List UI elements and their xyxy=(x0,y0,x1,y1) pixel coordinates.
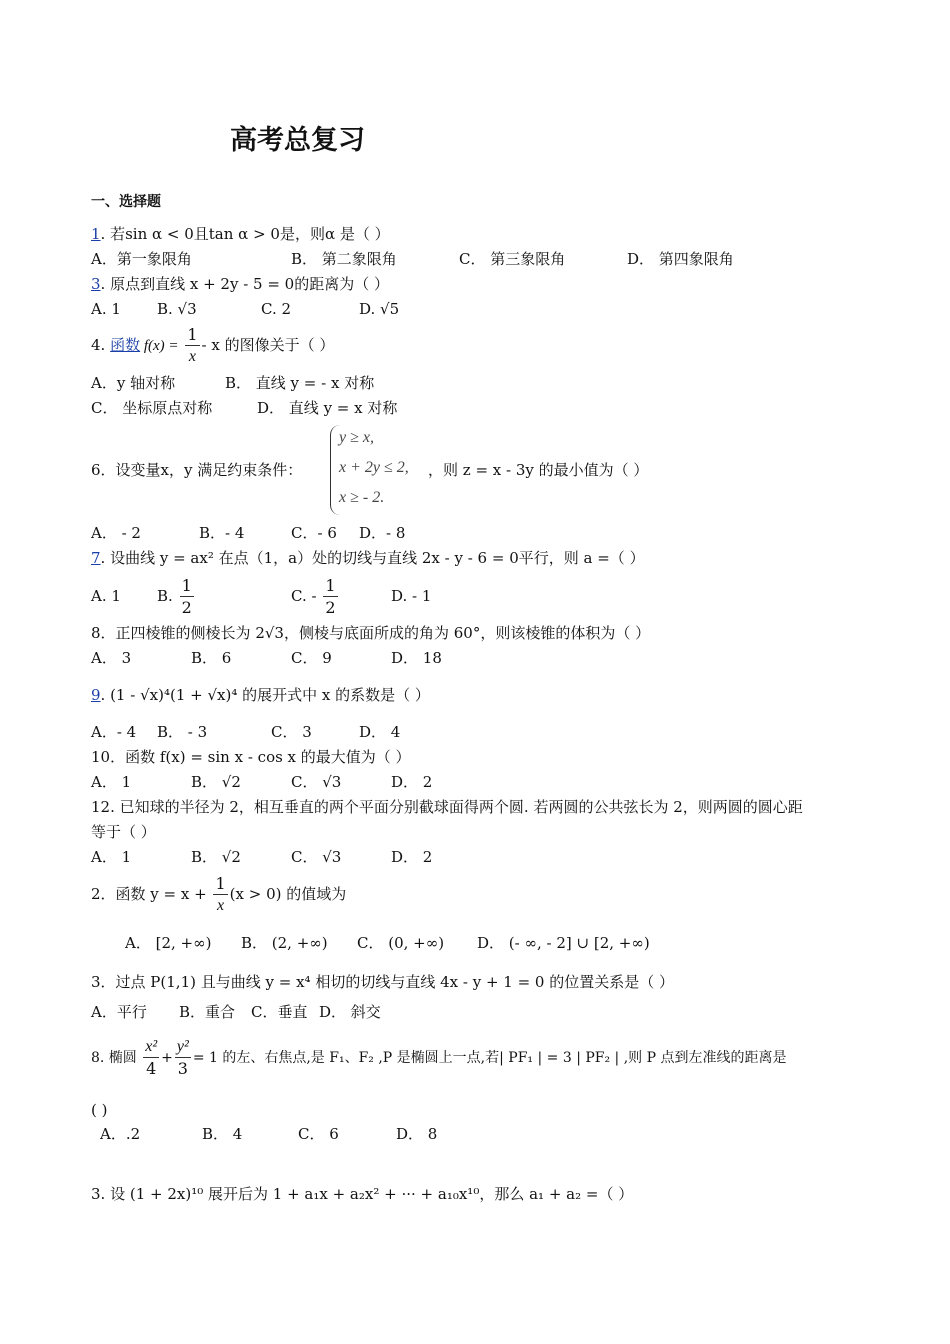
question-3a xyxy=(91,274,389,294)
option-b-label: B. xyxy=(157,587,173,605)
option-a: A． 1 xyxy=(91,848,132,866)
question-8b-prefix: 8. 椭圆 xyxy=(91,1050,137,1066)
option-c: C． 6 xyxy=(298,1125,339,1143)
question-3a-number-link[interactable]: 3 xyxy=(91,275,101,293)
question-4-text: - x 的图像关于（ ） xyxy=(201,336,335,354)
fraction-numerator: 1 xyxy=(181,576,192,595)
question-2-prefix: 2．函数 y = x + xyxy=(91,885,207,903)
option-b: B． √2 xyxy=(191,848,241,866)
option-d: D． 斜交 xyxy=(319,1003,381,1021)
option-b: B． 第二象限角 xyxy=(291,250,397,268)
option-b: B． 6 xyxy=(191,649,232,667)
fraction-denominator: 3 xyxy=(177,1059,188,1078)
constraint-1: y ≥ x, xyxy=(339,429,374,446)
constraint-3: x ≥ - 2. xyxy=(339,489,385,506)
option-c: C． √3 xyxy=(291,848,342,866)
option-b: B． - 3 xyxy=(157,723,208,741)
option-c xyxy=(291,574,340,618)
fraction-x2-over-4 xyxy=(143,1039,159,1077)
option-d: D． 2 xyxy=(391,848,433,866)
option-d: D． 2 xyxy=(391,773,433,791)
option-a: A．第一象限角 xyxy=(91,250,192,268)
fraction-numerator: 1 xyxy=(215,874,226,893)
option-d: D． 18 xyxy=(391,649,442,667)
option-d: D． 4 xyxy=(359,723,401,741)
question-4-fx: f(x) = xyxy=(140,338,179,354)
question-12-line2: 等于（ ） xyxy=(91,823,156,841)
question-2 xyxy=(91,872,346,916)
constraint-2: x + 2y ≤ 2, xyxy=(339,459,409,476)
fraction-numerator: y² xyxy=(175,1039,191,1058)
fraction-denominator: 4 xyxy=(146,1059,157,1078)
page-title: 高考总复习 xyxy=(230,125,365,156)
option-c: C. 2 xyxy=(261,300,292,318)
option-d: D. √5 xyxy=(359,300,400,318)
fraction-one-over-x xyxy=(213,876,227,914)
option-c: C． 3 xyxy=(271,723,312,741)
plus-sign: + xyxy=(161,1050,173,1066)
question-2-text: (x > 0) 的值域为 xyxy=(229,885,347,903)
question-8a-text: 8．正四棱锥的侧棱长为 2√3，侧棱与底面所成的角为 60°，则该棱锥的体积为（ ） xyxy=(91,624,651,642)
fraction-numerator: x² xyxy=(143,1039,159,1058)
fraction-one-over-x xyxy=(185,327,199,365)
question-3b-text: 3．过点 P(1,1) 且与曲线 y = x⁴ 相切的切线与直线 4x - y + 1 = 0 的位置关系是（ ） xyxy=(91,973,675,991)
option-a: A． [2, +∞) xyxy=(125,934,212,952)
option-b: B． 4 xyxy=(202,1125,243,1143)
question-8b-bracket: ( ) xyxy=(91,1101,108,1119)
option-b: B． √2 xyxy=(191,773,241,791)
option-c-label: C. - xyxy=(291,587,317,605)
question-9-text: . (1 - √x)⁴(1 + √x)⁴ 的展开式中 x 的系数是（ ） xyxy=(100,686,430,704)
question-7-number-link[interactable]: 7 xyxy=(91,549,101,567)
option-a: A． - 2 xyxy=(91,524,141,542)
question-1-text: . 若sin α < 0且tan α > 0是，则α 是（ ） xyxy=(100,225,390,243)
question-7-text: . 设曲线 y = ax² 在点（1，a）处的切线与直线 2x - y - 6 = 0平行，则 a =（ ） xyxy=(100,549,645,567)
option-a: A．.2 xyxy=(100,1125,141,1143)
question-6-prefix: 6．设变量x，y 满足约束条件： xyxy=(91,461,303,479)
question-4 xyxy=(91,325,334,366)
option-c: C． √3 xyxy=(291,773,342,791)
fraction-one-half xyxy=(180,578,194,616)
option-c: C．垂直 xyxy=(251,1003,308,1021)
fraction-denominator: x xyxy=(217,897,225,914)
option-a: A．- 4 xyxy=(91,723,137,741)
question-9 xyxy=(91,685,430,705)
question-9-number-link[interactable]: 9 xyxy=(91,686,101,704)
fraction-denominator: x xyxy=(188,348,196,365)
fraction-y2-over-3 xyxy=(175,1039,191,1077)
section-heading: 一、选择题 xyxy=(91,194,161,210)
option-c: C．- 6 xyxy=(291,524,337,542)
option-b: B． (2, +∞) xyxy=(241,934,328,952)
option-d: D． 第四象限角 xyxy=(627,250,734,268)
option-a: A．平行 xyxy=(91,1003,147,1021)
option-b: B．重合 xyxy=(179,1003,236,1021)
question-7-options xyxy=(91,574,851,622)
question-1-number-link[interactable]: 1 xyxy=(91,225,101,243)
fraction-denominator: 2 xyxy=(325,598,336,617)
fraction-denominator: 2 xyxy=(181,598,192,617)
question-8b-text: = 1 的左、右焦点,是 F₁、F₂ ,P 是椭圆上一点,若| PF₁ | = 3 | PF₂ | ,则 P 点到左准线的距离是 xyxy=(192,1050,787,1066)
option-a: A. 1 xyxy=(91,300,121,318)
option-b xyxy=(157,574,196,618)
question-7 xyxy=(91,548,645,568)
option-a: A．y 轴对称 xyxy=(91,374,176,392)
question-3a-text: . 原点到直线 x + 2y - 5 = 0的距离为（ ） xyxy=(100,275,389,293)
fraction-numerator: 1 xyxy=(325,576,336,595)
option-d: D．- 8 xyxy=(359,524,406,542)
option-c: C． 第三象限角 xyxy=(459,250,566,268)
question-1 xyxy=(91,224,390,244)
option-b: B．- 4 xyxy=(199,524,245,542)
option-d: D． 直线 y = x 对称 xyxy=(257,399,398,417)
question-10-text: 10．函数 f(x) = sin x - cos x 的最大值为（ ） xyxy=(91,748,411,766)
option-d: D． 8 xyxy=(396,1125,438,1143)
question-12-line1: 12. 已知球的半径为 2，相互垂直的两个平面分别截球面得两个圆. 若两圆的公共弦长为 2，则两圆的圆心距 xyxy=(91,798,803,816)
option-a: A． 1 xyxy=(91,773,132,791)
option-c: C． 9 xyxy=(291,649,332,667)
option-b: B. √3 xyxy=(157,300,197,318)
option-b: B． 直线 y = - x 对称 xyxy=(225,374,375,392)
option-d: D. - 1 xyxy=(391,587,432,605)
question-8b xyxy=(91,1034,787,1082)
question-4-number: 4. xyxy=(91,336,106,354)
question-6-tail: ，则 z = x - 3y 的最小值为（ ） xyxy=(428,461,649,479)
fraction-numerator: 1 xyxy=(187,325,198,344)
option-c: C． 坐标原点对称 xyxy=(91,399,213,417)
question-3c-text: 3. 设 (1 + 2x)¹⁰ 展开后为 1 + a₁x + a₂x² + ··· + a₁₀x¹⁰，那么 a₁ + a₂ =（ ） xyxy=(91,1185,634,1203)
function-link[interactable]: 函数 xyxy=(110,336,141,354)
option-c: C． (0, +∞) xyxy=(357,934,445,952)
option-d: D． (- ∞, - 2] ∪ [2, +∞) xyxy=(477,934,650,952)
option-a: A. 1 xyxy=(91,587,121,605)
fraction-one-half xyxy=(323,578,337,616)
option-a: A． 3 xyxy=(91,649,132,667)
